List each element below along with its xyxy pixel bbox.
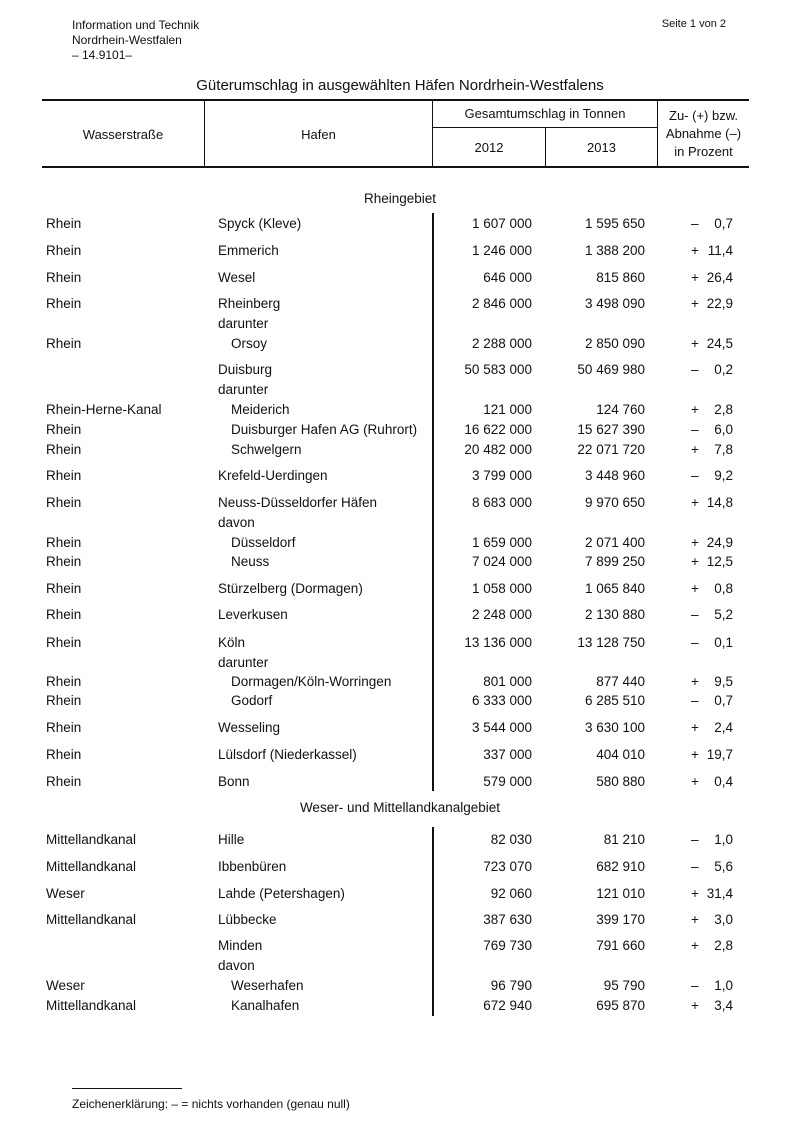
cell-pct: 24,5	[706, 336, 733, 351]
cell-hafen: davon	[218, 958, 255, 973]
header-hafen: Hafen	[301, 127, 336, 142]
cell-ws: Rhein	[46, 442, 82, 457]
header-change-line-3: in Prozent	[674, 144, 733, 159]
cell-pct: 1,0	[714, 832, 733, 847]
table-row	[0, 514, 800, 532]
cell-pct: 0,8	[714, 581, 733, 596]
cell-v2012: 3 544 000	[471, 720, 532, 735]
cell-pct: 0,4	[714, 774, 733, 789]
cell-pct: 26,4	[706, 270, 733, 285]
section-heading-weser: Weser- und Mittellandkanalgebiet	[299, 800, 501, 815]
cell-hafen: darunter	[218, 316, 269, 331]
cell-sign: +	[691, 674, 699, 689]
cell-v2012: 2 288 000	[471, 336, 532, 351]
header-year-2012: 2012	[474, 140, 504, 155]
cell-hafen: Meiderich	[231, 402, 290, 417]
cell-sign: –	[691, 422, 699, 437]
cell-sign: +	[691, 495, 699, 510]
cell-ws: Rhein	[46, 270, 82, 285]
table-row	[0, 215, 800, 233]
cell-hafen: Duisburger Hafen AG (Ruhrort)	[231, 422, 418, 437]
cell-hafen: Lahde (Petershagen)	[218, 886, 345, 901]
cell-v2012: 1 659 000	[471, 535, 532, 550]
cell-v2013: 695 870	[596, 998, 645, 1013]
header-gesamtumschlag: Gesamtumschlag in Tonnen	[464, 106, 626, 121]
cell-sign: –	[691, 693, 699, 708]
table-row	[0, 421, 800, 439]
cell-hafen: Neuss	[231, 554, 270, 569]
cell-ws: Rhein	[46, 554, 82, 569]
cell-v2012: 121 000	[483, 402, 532, 417]
cell-hafen: Hille	[218, 832, 245, 847]
cell-v2012: 7 024 000	[471, 554, 532, 569]
cell-v2013: 81 210	[603, 832, 645, 847]
table-row	[0, 401, 800, 419]
cell-hafen: Kanalhafen	[231, 998, 300, 1013]
cell-v2012: 672 940	[483, 998, 532, 1013]
cell-hafen: Dormagen/Köln-Worringen	[231, 674, 392, 689]
cell-ws: Rhein	[46, 720, 82, 735]
cell-hafen: davon	[218, 515, 255, 530]
cell-sign: –	[691, 978, 699, 993]
cell-v2013: 791 660	[596, 938, 645, 953]
cell-v2013: 1 595 650	[584, 216, 645, 231]
cell-sign: +	[691, 720, 699, 735]
header-year-2013: 2013	[587, 140, 616, 155]
cell-hafen: Köln	[218, 635, 246, 650]
cell-v2012: 801 000	[483, 674, 532, 689]
cell-ws: Rhein	[46, 216, 82, 231]
cell-ws: Rhein	[46, 607, 82, 622]
cell-hafen: Emmerich	[218, 243, 279, 258]
cell-v2012: 1 058 000	[471, 581, 532, 596]
cell-v2012: 82 030	[490, 832, 532, 847]
cell-v2012: 6 333 000	[471, 693, 532, 708]
cell-ws: Mittellandkanal	[46, 998, 137, 1013]
table-row	[0, 381, 800, 399]
cell-v2013: 3 630 100	[584, 720, 645, 735]
table-row	[0, 858, 800, 876]
cell-v2013: 1 388 200	[584, 243, 645, 258]
cell-v2012: 50 583 000	[464, 362, 532, 377]
table-row	[0, 977, 800, 995]
cell-ws: Rhein	[46, 336, 82, 351]
cell-v2013: 2 130 880	[584, 607, 645, 622]
cell-sign: –	[691, 832, 699, 847]
table-title: Güterumschlag in ausgewählten Häfen Nordrhein-Westfalens	[196, 77, 604, 94]
table-row	[0, 692, 800, 710]
table-row	[0, 997, 800, 1015]
table-row	[0, 831, 800, 849]
cell-sign: –	[691, 216, 699, 231]
cell-pct: 5,2	[714, 607, 733, 622]
cell-hafen: Stürzelberg (Dormagen)	[218, 581, 363, 596]
table-row	[0, 937, 800, 955]
cell-pct: 22,9	[706, 296, 733, 311]
publisher-line-2: Nordrhein-Westfalen	[72, 33, 182, 47]
table-row	[0, 634, 800, 652]
cell-v2013: 815 860	[596, 270, 645, 285]
cell-v2013: 6 285 510	[584, 693, 645, 708]
table-row	[0, 335, 800, 353]
cell-ws: Rhein	[46, 243, 82, 258]
cell-v2013: 22 071 720	[577, 442, 645, 457]
cell-pct: 0,1	[714, 635, 733, 650]
cell-pct: 9,2	[714, 468, 733, 483]
cell-v2012: 1 246 000	[471, 243, 532, 258]
cell-hafen: Schwelgern	[231, 442, 302, 457]
cell-ws: Rhein	[46, 674, 82, 689]
cell-ws: Rhein	[46, 747, 82, 762]
cell-sign: +	[691, 998, 699, 1013]
table-row	[0, 606, 800, 624]
cell-hafen: Ibbenbüren	[218, 859, 287, 874]
cell-v2013: 1 065 840	[584, 581, 645, 596]
cell-v2012: 20 482 000	[464, 442, 532, 457]
table-row	[0, 295, 800, 313]
cell-v2013: 121 010	[596, 886, 645, 901]
cell-ws: Rhein	[46, 495, 82, 510]
table-row	[0, 911, 800, 929]
cell-v2012: 1 607 000	[471, 216, 532, 231]
cell-v2012: 579 000	[483, 774, 532, 789]
cell-v2013: 2 850 090	[584, 336, 645, 351]
cell-v2012: 2 248 000	[471, 607, 532, 622]
cell-v2012: 723 070	[483, 859, 532, 874]
cell-sign: –	[691, 607, 699, 622]
cell-hafen: Krefeld-Uerdingen	[218, 468, 328, 483]
cell-ws: Rhein	[46, 581, 82, 596]
header-change-line-2: Abnahme (–)	[665, 126, 742, 141]
header-wasserstrasse: Wasserstraße	[82, 127, 164, 142]
cell-pct: 0,7	[714, 693, 733, 708]
table-row	[0, 534, 800, 552]
cell-sign: +	[691, 554, 699, 569]
cell-hafen: Duisburg	[218, 362, 273, 377]
cell-ws: Rhein	[46, 635, 82, 650]
cell-sign: +	[691, 747, 699, 762]
cell-v2013: 580 880	[596, 774, 645, 789]
cell-v2013: 9 970 650	[584, 495, 645, 510]
cell-ws: Mittellandkanal	[46, 912, 137, 927]
table-row	[0, 773, 800, 791]
cell-sign: +	[691, 581, 699, 596]
cell-pct: 5,6	[714, 859, 733, 874]
footnote: Zeichenerklärung: – = nichts vorhanden (genau null)	[72, 1097, 350, 1111]
table-row	[0, 242, 800, 260]
table-row	[0, 553, 800, 571]
table-top-rule	[42, 99, 749, 101]
cell-hafen: Spyck (Kleve)	[218, 216, 302, 231]
cell-sign: +	[691, 912, 699, 927]
publisher-line-1: Information und Technik	[72, 18, 200, 32]
cell-pct: 2,8	[714, 938, 733, 953]
cell-v2012: 96 790	[490, 978, 532, 993]
cell-sign: +	[691, 442, 699, 457]
cell-v2013: 13 128 750	[577, 635, 645, 650]
cell-pct: 3,0	[714, 912, 733, 927]
table-row	[0, 719, 800, 737]
cell-ws: Rhein	[46, 774, 82, 789]
page-number: Seite 1 von 2	[661, 18, 726, 30]
cell-hafen: Godorf	[231, 693, 273, 708]
table-row	[0, 494, 800, 512]
cell-sign: +	[691, 886, 699, 901]
table-row	[0, 580, 800, 598]
cell-pct: 0,2	[714, 362, 733, 377]
cell-v2012: 92 060	[490, 886, 532, 901]
cell-ws: Rhein	[46, 296, 82, 311]
cell-ws: Rhein	[46, 422, 82, 437]
cell-sign: +	[691, 535, 699, 550]
cell-pct: 1,0	[714, 978, 733, 993]
cell-v2013: 399 170	[596, 912, 645, 927]
cell-hafen: darunter	[218, 655, 269, 670]
document-code: – 14.9101–	[72, 48, 133, 62]
cell-pct: 2,8	[714, 402, 733, 417]
table-row	[0, 673, 800, 691]
cell-sign: +	[691, 296, 699, 311]
cell-hafen: Lülsdorf (Niederkassel)	[218, 747, 357, 762]
cell-pct: 7,8	[714, 442, 733, 457]
cell-hafen: Leverkusen	[218, 607, 288, 622]
cell-v2013: 682 910	[596, 859, 645, 874]
cell-pct: 6,0	[714, 422, 733, 437]
cell-v2013: 15 627 390	[577, 422, 645, 437]
cell-ws: Rhein	[46, 468, 82, 483]
cell-pct: 31,4	[706, 886, 733, 901]
cell-v2013: 3 498 090	[584, 296, 645, 311]
cell-sign: –	[691, 635, 699, 650]
cell-ws: Rhein	[46, 693, 82, 708]
cell-ws: Rhein-Herne-Kanal	[46, 402, 162, 417]
cell-ws: Weser	[46, 978, 85, 993]
cell-pct: 24,9	[706, 535, 733, 550]
table-row	[0, 957, 800, 975]
cell-v2012: 769 730	[483, 938, 532, 953]
cell-hafen: darunter	[218, 382, 269, 397]
cell-sign: +	[691, 336, 699, 351]
cell-sign: –	[691, 859, 699, 874]
cell-pct: 0,7	[714, 216, 733, 231]
cell-pct: 3,4	[714, 998, 733, 1013]
table-row	[0, 654, 800, 672]
cell-ws: Weser	[46, 886, 85, 901]
section-heading-rheingebiet: Rheingebiet	[363, 191, 437, 206]
table-row	[0, 361, 800, 379]
cell-v2012: 13 136 000	[464, 635, 532, 650]
cell-v2012: 16 622 000	[464, 422, 532, 437]
cell-v2012: 2 846 000	[471, 296, 532, 311]
cell-hafen: Orsoy	[231, 336, 268, 351]
cell-pct: 11,4	[707, 243, 733, 258]
cell-v2013: 50 469 980	[577, 362, 645, 377]
cell-v2013: 7 899 250	[584, 554, 645, 569]
cell-sign: +	[691, 402, 699, 417]
cell-hafen: Minden	[218, 938, 263, 953]
cell-hafen: Wesel	[218, 270, 256, 285]
table-header-bottom-rule	[42, 166, 749, 168]
cell-hafen: Düsseldorf	[231, 535, 296, 550]
cell-pct: 12,5	[706, 554, 733, 569]
cell-hafen: Neuss-Düsseldorfer Häfen	[218, 495, 378, 510]
cell-pct: 19,7	[706, 747, 733, 762]
cell-v2013: 95 790	[603, 978, 645, 993]
cell-ws: Rhein	[46, 535, 82, 550]
cell-v2012: 3 799 000	[471, 468, 532, 483]
table-row	[0, 269, 800, 287]
table-row	[0, 885, 800, 903]
cell-ws: Mittellandkanal	[46, 832, 137, 847]
cell-sign: –	[691, 468, 699, 483]
cell-v2012: 337 000	[483, 747, 532, 762]
cell-v2013: 2 071 400	[584, 535, 645, 550]
cell-pct: 14,8	[706, 495, 733, 510]
header-change-line-1: Zu- (+) bzw.	[669, 108, 738, 123]
cell-sign: –	[691, 362, 699, 377]
cell-hafen: Wesseling	[218, 720, 281, 735]
cell-sign: +	[691, 938, 699, 953]
cell-hafen: Lübbecke	[218, 912, 277, 927]
cell-sign: +	[691, 270, 699, 285]
cell-hafen: Bonn	[218, 774, 250, 789]
cell-pct: 2,4	[714, 720, 733, 735]
cell-v2012: 8 683 000	[471, 495, 532, 510]
cell-v2013: 404 010	[596, 747, 645, 762]
cell-v2013: 3 448 960	[584, 468, 645, 483]
cell-sign: +	[691, 243, 699, 258]
cell-hafen: Weserhafen	[231, 978, 304, 993]
cell-v2012: 387 630	[483, 912, 532, 927]
cell-v2013: 124 760	[596, 402, 645, 417]
cell-v2012: 646 000	[483, 270, 532, 285]
publisher-header	[72, 18, 199, 63]
cell-ws: Mittellandkanal	[46, 859, 137, 874]
table-row	[0, 467, 800, 485]
footnote-rule	[72, 1088, 182, 1089]
cell-hafen: Rheinberg	[218, 296, 281, 311]
cell-v2013: 877 440	[596, 674, 645, 689]
cell-sign: +	[691, 774, 699, 789]
table-row	[0, 441, 800, 459]
table-row	[0, 315, 800, 333]
table-row	[0, 746, 800, 764]
cell-pct: 9,5	[714, 674, 733, 689]
